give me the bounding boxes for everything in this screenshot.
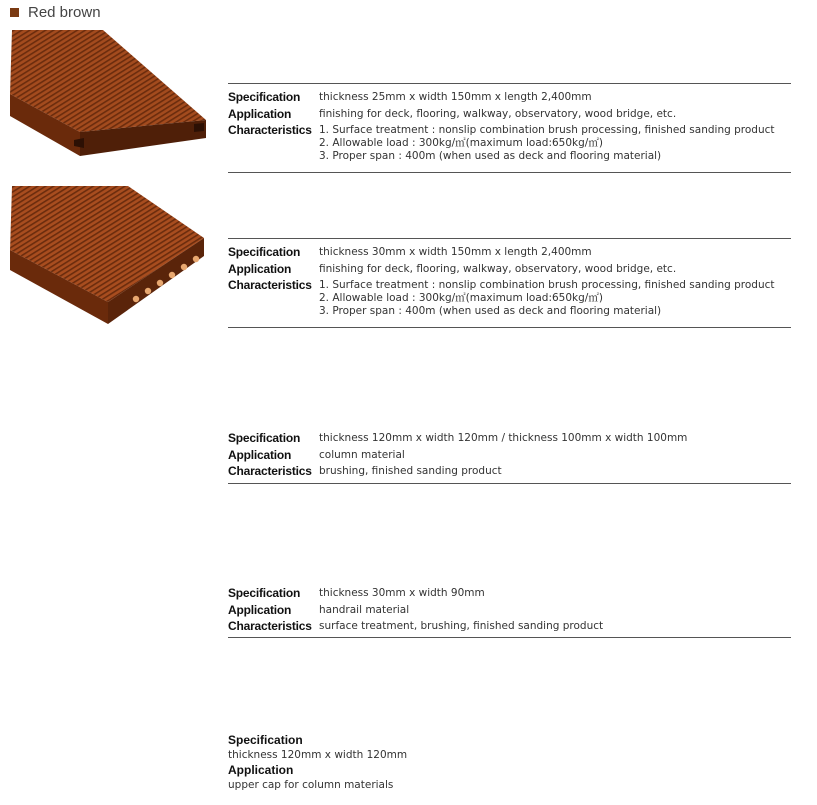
characteristic-item: 2. Allowable load : 300kg/㎡(maximum load:650kg/㎡) (319, 292, 603, 304)
spec-row-characteristics (228, 618, 791, 635)
specification-value: thickness 25mm x width 150mm x length 2,400mm (319, 91, 592, 103)
spec-row-specification (228, 89, 791, 106)
characteristic-item: 2. Allowable load : 300kg/㎡(maximum load:650kg/㎡) (319, 137, 603, 149)
characteristics-label: Characteristics (228, 619, 312, 633)
square-bullet-icon (10, 8, 19, 17)
specification-label: Specification (228, 431, 301, 445)
application-value: handrail material (319, 603, 410, 616)
characteristics-value: surface treatment, brushing, finished sanding product (319, 620, 604, 632)
characteristics-list (319, 122, 775, 163)
specification-label: Specification (228, 90, 301, 104)
spec-row-specification (228, 244, 791, 261)
spec-row-application (228, 106, 791, 123)
spec-row-application (228, 447, 791, 464)
section-title: Red brown (28, 3, 101, 21)
characteristics-label: Characteristics (228, 123, 312, 137)
spec-row-specification (228, 585, 791, 602)
deck-board-solid-image (8, 28, 208, 160)
specification-label: Specification (228, 733, 303, 747)
application-label: Application (228, 261, 292, 276)
spec-row-characteristics (228, 122, 791, 163)
spec-row-characteristics (228, 277, 791, 318)
specification-value: thickness 120mm x width 120mm / thickness 100mm x width 100mm (319, 432, 688, 444)
specification-label: Specification (228, 586, 301, 600)
product-spec-table (228, 83, 791, 173)
specification-value: thickness 30mm x width 150mm x length 2,400mm (319, 246, 592, 258)
specification-label: Specification (228, 245, 301, 259)
characteristic-item: 3. Proper span : 400m (when used as deck and flooring material) (319, 305, 662, 317)
characteristics-value: brushing, finished sanding product (319, 465, 502, 477)
application-label: Application (228, 106, 292, 121)
characteristic-item: 1. Surface treatment : nonslip combination brush processing, finished sanding product (319, 279, 775, 291)
product-spec-table (228, 430, 791, 484)
characteristic-item: 3. Proper span : 400m (when used as deck and flooring material) (319, 150, 662, 162)
spec-row-characteristics (228, 463, 791, 480)
specification-value: thickness 120mm x width 120mm (228, 749, 408, 761)
specification-value: thickness 30mm x width 90mm (319, 587, 485, 599)
application-label: Application (228, 763, 294, 777)
spec-row-application (228, 261, 791, 278)
application-value: finishing for deck, flooring, walkway, observatory, wood bridge, etc. (319, 262, 677, 275)
product-spec-table (228, 585, 791, 638)
product-spec-table (228, 733, 791, 793)
characteristics-label: Characteristics (228, 278, 312, 292)
product-spec-table (228, 238, 791, 328)
application-label: Application (228, 447, 292, 462)
characteristic-item: 1. Surface treatment : nonslip combination brush processing, finished sanding product (319, 124, 775, 136)
characteristics-list (319, 277, 775, 318)
application-value: finishing for deck, flooring, walkway, observatory, wood bridge, etc. (319, 107, 677, 120)
application-value: column material (319, 448, 405, 461)
application-value: upper cap for column materials (228, 779, 394, 791)
deck-board-hollow-image (8, 184, 208, 330)
characteristics-label: Characteristics (228, 464, 312, 478)
section-heading (10, 3, 101, 21)
spec-row-specification (228, 430, 791, 447)
application-label: Application (228, 602, 292, 617)
spec-row-application (228, 602, 791, 619)
